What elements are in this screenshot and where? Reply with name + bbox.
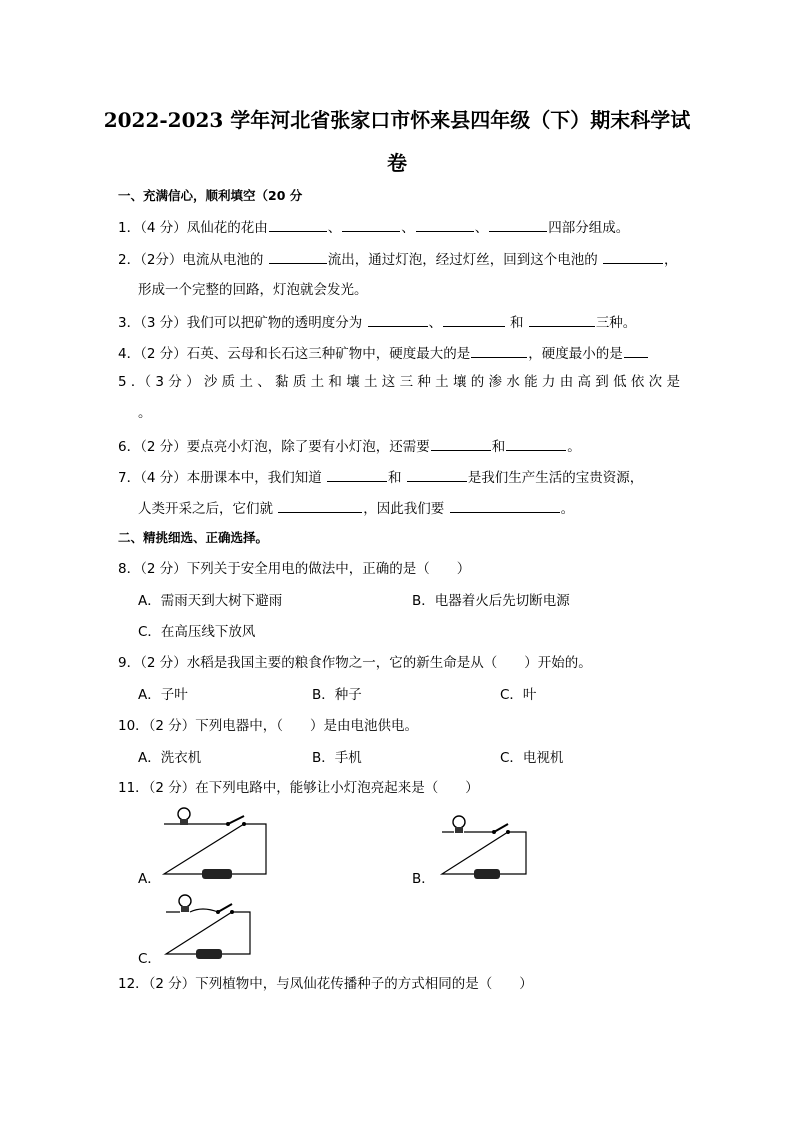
- q1-sep: 、: [327, 220, 342, 236]
- question-6: [118, 436, 581, 456]
- q7-line2: [138, 498, 574, 518]
- exam-title-line2: 卷: [387, 151, 407, 175]
- q3-prefix: 3．（3 分）我们可以把矿物的透明度分为: [118, 315, 367, 331]
- q10-option-c[interactable]: C．电视机: [500, 750, 564, 766]
- q11-circuit-b[interactable]: [438, 814, 530, 880]
- q9-option-b[interactable]: B．种子: [312, 687, 362, 703]
- wire: [166, 909, 250, 954]
- q7-line2b: ，因此我们要: [363, 501, 449, 517]
- q1-prefix: 1．（4 分）凤仙花的花由: [118, 220, 268, 236]
- wire: [164, 824, 266, 874]
- question-2: [118, 249, 678, 269]
- battery-icon: [202, 869, 232, 879]
- switch-icon: [216, 904, 234, 914]
- section1-heading: 一、充满信心，顺利填空（20 分: [118, 188, 303, 203]
- q11-option-a-label[interactable]: A．: [138, 871, 161, 887]
- q4-blank-1: [471, 343, 527, 358]
- q3-blank-3: [529, 312, 595, 327]
- q7-line2a: 人类开采之后，它们就: [138, 501, 278, 517]
- q6-prefix: 6．（2 分）要点亮小灯泡，除了要有小灯泡，还需要: [118, 439, 430, 455]
- q7-mid: 和: [388, 470, 406, 486]
- q1-sep: 、: [474, 220, 489, 236]
- question-11-stem: 11．（2 分）在下列电路中，能够让小灯泡亮起来是（ ）: [118, 780, 479, 796]
- q4-prefix: 4．（2 分）石英、云母和长石这三种矿物中，硬度最大的是: [118, 346, 471, 362]
- switch-icon: [492, 824, 510, 834]
- q4-blank-2: [624, 343, 648, 358]
- q10-option-a[interactable]: A．洗衣机: [138, 750, 202, 766]
- wire: [442, 832, 526, 874]
- section2-heading: 二、精挑细选、正确选择。: [118, 530, 269, 545]
- q8-option-c[interactable]: C．在高压线下放风: [138, 624, 256, 640]
- q2-prefix: 2．（2分）电流从电池的: [118, 252, 268, 268]
- q4-mid: ，硬度最小的是: [528, 346, 623, 362]
- q3-suffix: 三种。: [595, 315, 637, 331]
- q6-suffix: 。: [567, 439, 581, 455]
- q6-blank-2: [506, 436, 566, 451]
- q11-circuit-a[interactable]: [158, 806, 270, 880]
- q2-line2: 形成一个完整的回路，灯泡就会发光。: [138, 282, 368, 298]
- q7-blank-2: [407, 467, 467, 482]
- question-10-stem: 10．（2 分）下列电器中，（ ）是由电池供电。: [118, 718, 419, 734]
- question-3: [118, 312, 636, 332]
- q8-option-a[interactable]: A．需雨天到大树下避雨: [138, 593, 283, 609]
- q11-option-b-label[interactable]: B．: [412, 871, 435, 887]
- exam-title-line1: 2022-2023 学年河北省张家口市怀来县四年级（下）期末科学试: [103, 108, 691, 132]
- q11-circuit-c[interactable]: [162, 892, 254, 960]
- q1-suffix: 四部分组成。: [548, 220, 630, 236]
- question-5: 5 ．（ 3 分 ） 沙 质 土 、 黏 质 土 和 壤 土 这 三 种 土 壤 的 渗 水 能 力 由 高 到 低 依 次 是: [118, 374, 680, 390]
- q2-blank-1: [269, 249, 327, 264]
- bulb-icon: [453, 816, 465, 833]
- battery-icon: [474, 869, 500, 879]
- q11-option-c-label[interactable]: C．: [138, 951, 161, 967]
- question-4: [118, 343, 649, 363]
- q5-line2: 。: [138, 405, 152, 421]
- q3-blank-2: [443, 312, 505, 327]
- switch-icon: [226, 816, 246, 826]
- question-7: [118, 467, 643, 487]
- q10-option-b[interactable]: B．手机: [312, 750, 362, 766]
- bulb-icon: [178, 808, 190, 825]
- q3-blank-1: [368, 312, 428, 327]
- q7-prefix: 7．（4 分）本册课本中，我们知道: [118, 470, 327, 486]
- q3-sep: 、: [428, 315, 443, 331]
- q7-suffix: 是我们生产生活的宝贵资源，: [467, 470, 644, 486]
- q1-blank-2: [342, 217, 400, 232]
- battery-icon: [196, 949, 222, 959]
- q6-mid: 和: [491, 439, 506, 455]
- q7-blank-3: [278, 498, 362, 513]
- q1-blank-4: [489, 217, 547, 232]
- question-9-stem: 9．（2 分）水稻是我国主要的粮食作物之一，它的新生命是从（ ）开始的。: [118, 655, 592, 671]
- question-12-stem: 12．（2 分）下列植物中，与凤仙花传播种子的方式相同的是（ ）: [118, 976, 533, 992]
- q3-sep: 和: [510, 315, 528, 331]
- question-8-stem: 8．（2 分）下列关于安全用电的做法中，正确的是（ ）: [118, 561, 471, 577]
- q7-blank-1: [327, 467, 387, 482]
- q2-end: ，: [664, 252, 678, 268]
- q1-sep: 、: [401, 220, 415, 236]
- q7-line2c: 。: [560, 501, 575, 517]
- question-1: [118, 217, 629, 237]
- q7-blank-4: [450, 498, 560, 513]
- q8-option-b[interactable]: B．电器着火后先切断电源: [412, 593, 570, 609]
- q6-blank-1: [431, 436, 491, 451]
- q9-option-c[interactable]: C．叶: [500, 687, 537, 703]
- q2-mid: 流出，通过灯泡，经过灯丝，回到这个电池的: [327, 252, 603, 268]
- q1-blank-3: [416, 217, 474, 232]
- bulb-icon: [179, 895, 191, 912]
- q2-blank-2: [603, 249, 663, 264]
- q1-blank-1: [269, 217, 327, 232]
- q9-option-a[interactable]: A．子叶: [138, 687, 188, 703]
